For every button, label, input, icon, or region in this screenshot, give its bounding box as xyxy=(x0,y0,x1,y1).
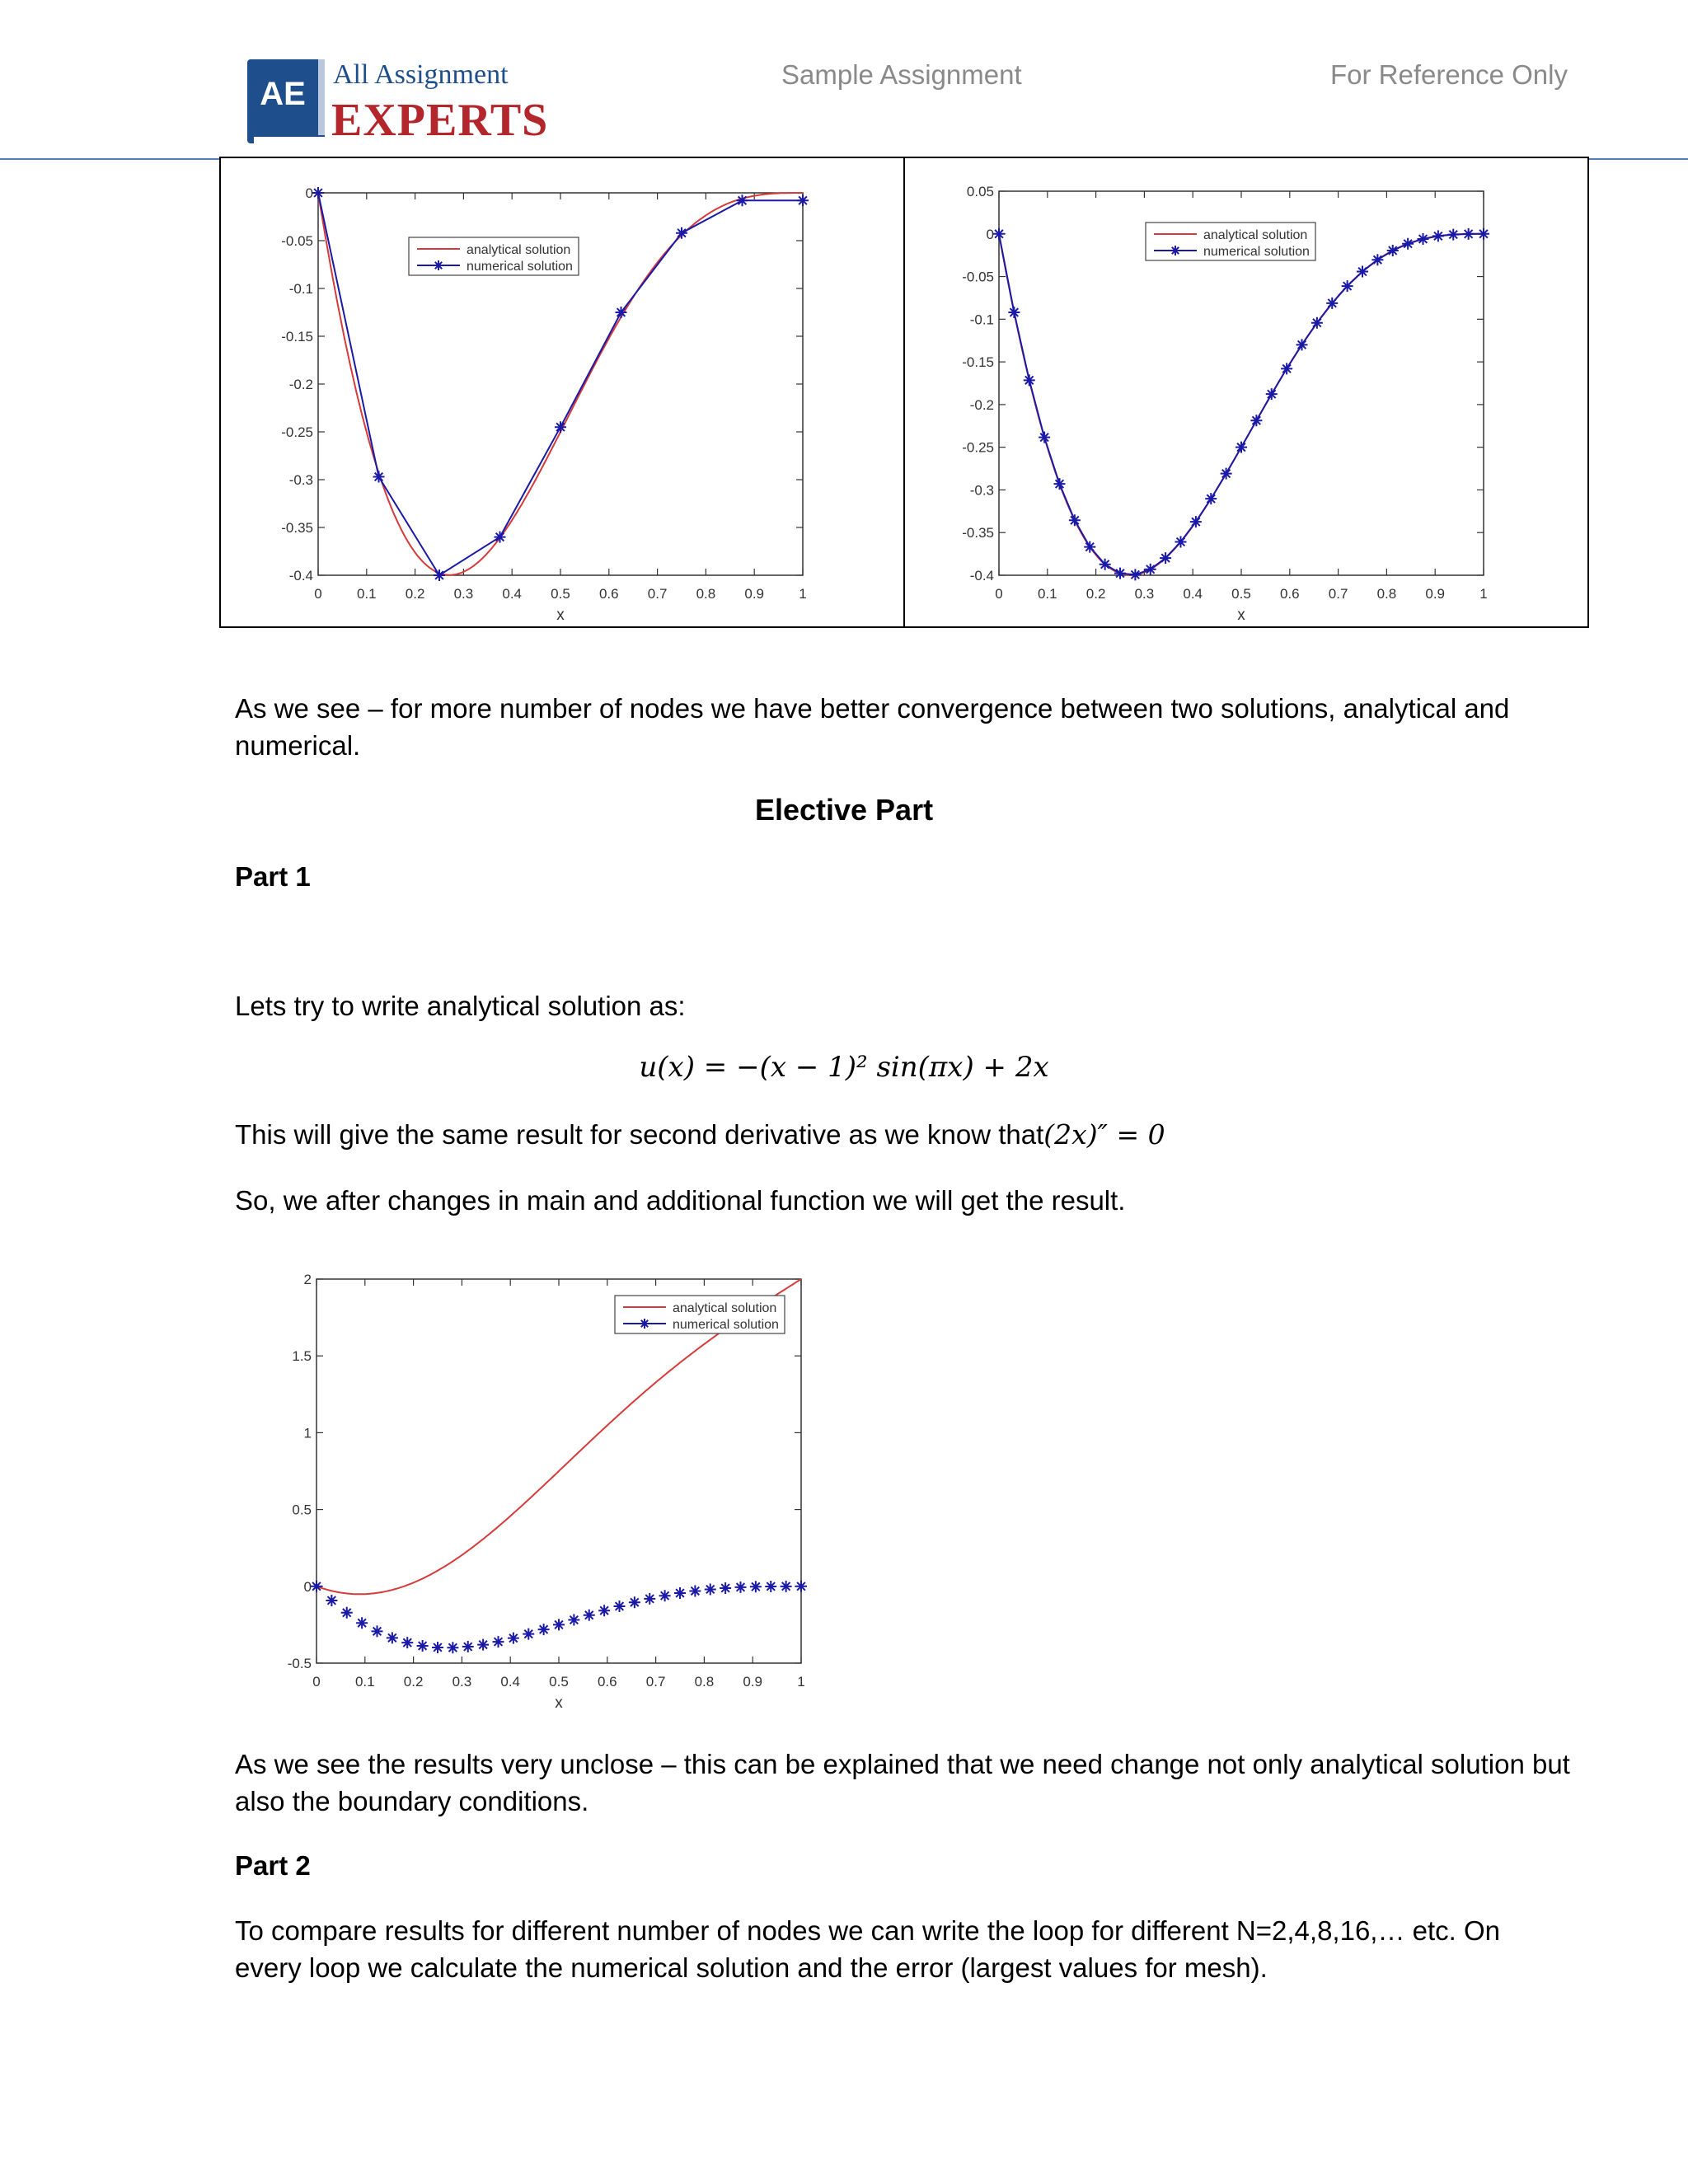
paragraph-convergence: As we see – for more number of nodes we have better convergence between two solutions, analytical and numerical. xyxy=(235,693,1510,761)
x-tick-label: 1 xyxy=(1479,586,1488,602)
paragraph-lets-try: Lets try to write analytical solution as: xyxy=(235,991,686,1021)
x-tick-label: 1 xyxy=(797,1674,805,1690)
y-tick-label: -0.35 xyxy=(962,525,994,541)
y-tick-label: -0.1 xyxy=(288,281,313,297)
data-point xyxy=(1387,245,1399,256)
legend xyxy=(409,237,579,275)
data-point xyxy=(1478,228,1489,240)
x-tick-label: 0.9 xyxy=(743,1674,763,1690)
data-point xyxy=(797,194,809,206)
data-point xyxy=(1357,266,1368,278)
x-axis-label: x xyxy=(1237,607,1245,624)
paragraph-changes: So, we after changes in main and additional function we will get the result. xyxy=(235,1185,1126,1216)
y-tick-label: -0.1 xyxy=(969,312,994,328)
legend-entry: analytical solution xyxy=(467,243,571,257)
legend-entry: numerical solution xyxy=(1203,245,1310,259)
x-tick-label: 0.7 xyxy=(645,1674,666,1690)
chart-frame-1 xyxy=(219,157,905,628)
y-tick-label: 0 xyxy=(303,1578,312,1595)
x-tick-label: 0.5 xyxy=(549,1674,569,1690)
data-point xyxy=(1402,238,1414,250)
x-tick-label: 0.3 xyxy=(452,1674,472,1690)
x-tick-label: 0.7 xyxy=(1328,586,1348,602)
data-point xyxy=(312,187,324,199)
equation-u-of-x: u(x) = −(x − 1)² sin(πx) + 2x xyxy=(639,1051,1049,1084)
x-tick-label: 0.8 xyxy=(694,1674,715,1690)
legend-marker-numerical xyxy=(1170,246,1180,255)
paragraph-second-derivative xyxy=(235,1116,1570,1153)
x-tick-label: 0 xyxy=(312,1674,321,1690)
y-tick-label: -0.4 xyxy=(288,568,313,583)
header-center-text: Sample Assignment xyxy=(781,59,1022,90)
y-tick-label: -0.35 xyxy=(281,520,313,536)
x-tick-label: 0.4 xyxy=(1183,586,1203,602)
brand-logo xyxy=(247,59,549,148)
y-tick-label: -0.15 xyxy=(281,329,313,344)
inline-equation: (2x)″ = 0 xyxy=(1043,1118,1165,1151)
data-point xyxy=(1463,228,1475,240)
data-point xyxy=(1418,233,1429,245)
y-tick-label: -0.25 xyxy=(962,439,994,456)
x-tick-label: 0 xyxy=(995,586,1003,602)
y-tick-label: -0.15 xyxy=(962,354,994,371)
x-tick-label: 0 xyxy=(314,586,322,602)
chart-3-svg xyxy=(219,1236,846,1731)
y-tick-label: -0.5 xyxy=(287,1656,312,1671)
y-tick-label: 1.5 xyxy=(292,1348,312,1365)
legend-entry: analytical solution xyxy=(673,1301,777,1315)
paragraph-second-derivative-text: This will give the same result for second derivative as we know that xyxy=(235,1119,1044,1150)
y-tick-label: -0.05 xyxy=(962,269,994,285)
x-tick-label: 0.2 xyxy=(403,1674,424,1690)
data-point xyxy=(1432,230,1444,241)
x-tick-label: 0.9 xyxy=(744,586,765,602)
x-tick-label: 0.4 xyxy=(500,1674,521,1690)
y-tick-label: 1 xyxy=(303,1425,312,1441)
x-tick-label: 0.5 xyxy=(1231,586,1251,602)
legend-entry: analytical solution xyxy=(1203,228,1308,242)
paragraph-unclose: As we see the results very unclose – this can be explained that we need change not only analytical solution but also the boundary conditions. xyxy=(235,1749,1570,1816)
x-tick-label: 0.6 xyxy=(1279,586,1300,602)
x-tick-label: 0.2 xyxy=(405,586,425,602)
x-tick-label: 0.3 xyxy=(453,586,474,602)
x-tick-label: 0.5 xyxy=(551,586,570,602)
x-tick-label: 0.1 xyxy=(356,586,377,602)
legend-marker-numerical xyxy=(640,1319,649,1329)
y-tick-label: -0.3 xyxy=(969,482,994,499)
logo-text-top: All Assignment xyxy=(333,59,509,90)
y-tick-label: -0.3 xyxy=(288,472,313,488)
x-tick-label: 0.3 xyxy=(1134,586,1155,602)
y-tick-label: 0.05 xyxy=(966,184,994,199)
x-tick-label: 0.8 xyxy=(1376,586,1397,602)
legend xyxy=(1146,223,1315,260)
chart-frame-3 xyxy=(219,1236,846,1731)
data-point xyxy=(1326,298,1338,309)
data-point xyxy=(676,227,687,239)
y-tick-label: 2 xyxy=(303,1272,312,1287)
heading-elective-part: Elective Part xyxy=(754,793,934,827)
x-tick-label: 0.7 xyxy=(647,586,668,602)
x-tick-label: 1 xyxy=(799,586,807,602)
x-tick-label: 0.6 xyxy=(598,586,619,602)
y-tick-label: -0.25 xyxy=(281,424,313,440)
data-point xyxy=(1372,254,1383,265)
x-tick-label: 0.2 xyxy=(1085,586,1106,602)
data-point xyxy=(1342,280,1353,292)
x-tick-label: 0.9 xyxy=(1425,586,1446,602)
x-axis-label: x xyxy=(555,1694,563,1712)
y-tick-label: -0.4 xyxy=(969,568,994,583)
y-tick-label: -0.2 xyxy=(288,377,313,392)
data-point xyxy=(737,194,748,206)
logo-book-icon xyxy=(247,59,325,143)
x-axis-label: x xyxy=(556,607,565,624)
y-tick-label: 0 xyxy=(305,185,313,201)
legend-entry: numerical solution xyxy=(467,260,573,274)
paragraph-compare-nodes: To compare results for different number of nodes we can write the loop for different N=2,4,8,16,… etc. On every loop we calculate the numerical solution and the error (largest values for mesh). xyxy=(235,1915,1501,1983)
y-tick-label: 0 xyxy=(986,226,994,242)
x-tick-label: 0.8 xyxy=(696,586,716,602)
y-tick-label: 0.5 xyxy=(292,1502,312,1518)
header-right-text: For Reference Only xyxy=(1330,59,1568,90)
chart-1-svg xyxy=(221,158,903,626)
chart-frame-2 xyxy=(903,157,1589,628)
legend xyxy=(615,1296,785,1333)
chart-2-svg xyxy=(905,158,1587,626)
legend-entry: numerical solution xyxy=(673,1318,779,1332)
heading-part-2: Part 2 xyxy=(235,1850,311,1881)
logo-mark: AE xyxy=(260,76,306,112)
x-tick-label: 0.1 xyxy=(354,1674,375,1690)
heading-part-1: Part 1 xyxy=(235,861,311,892)
y-tick-label: -0.05 xyxy=(281,233,313,249)
x-tick-label: 0.6 xyxy=(597,1674,617,1690)
logo-text-bottom: EXPERTS xyxy=(331,95,549,146)
y-tick-label: -0.2 xyxy=(969,396,994,413)
x-tick-label: 0.4 xyxy=(502,586,523,602)
x-tick-label: 0.1 xyxy=(1037,586,1057,602)
